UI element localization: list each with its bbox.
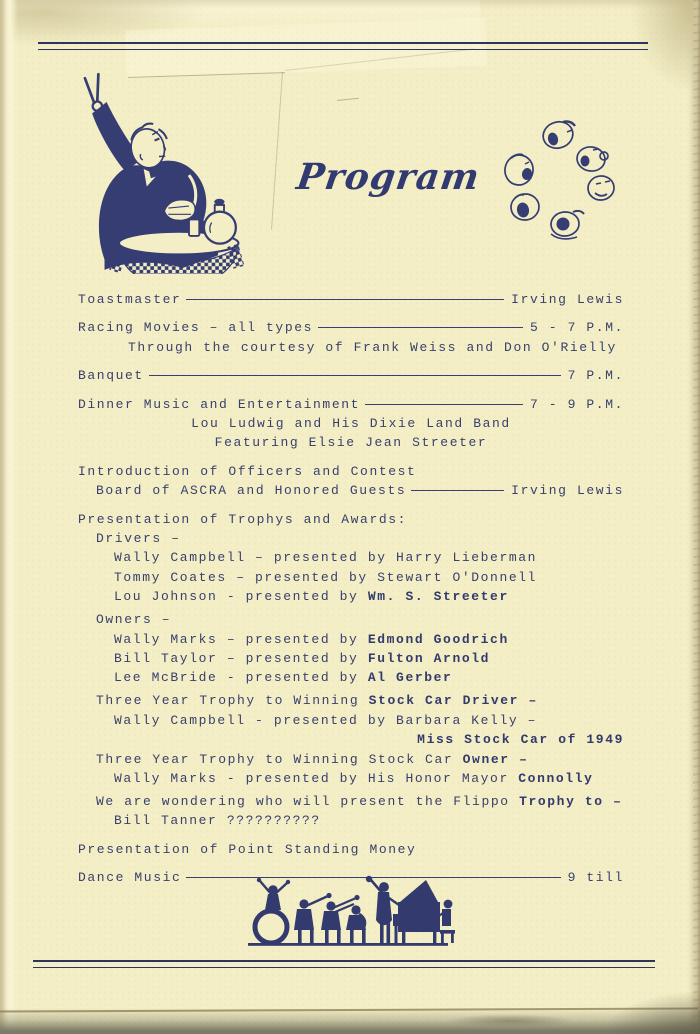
program-text: Bill Taylor – presented by (114, 651, 368, 666)
line-value: 7 - 9 P.M. (529, 396, 624, 412)
leader-line (365, 404, 523, 405)
program-line (78, 730, 624, 749)
program-text: Wally Marks - presented by His Honor Mayor (114, 770, 519, 786)
program-line (78, 338, 624, 357)
program-text: Bill Tanner ?????????? (114, 813, 321, 829)
decanter-stopper (214, 199, 224, 205)
program-line (78, 529, 624, 548)
paper-corner-shadow (605, 992, 700, 1034)
program-text: Owner – (462, 751, 529, 767)
line-value: Irving Lewis (511, 292, 624, 307)
toastmaster-illustration (66, 68, 244, 274)
line-label (78, 290, 181, 309)
program-text: Wally Campbell – presented by Harry Lieberman (114, 550, 538, 566)
program-list (78, 281, 624, 887)
program-line (78, 510, 624, 529)
program-text: Fulton Arnold (367, 651, 491, 666)
program-text: Dinner Music and Entertainment (78, 396, 361, 412)
program-line (78, 290, 624, 309)
program-text: Presentation of Point Standing Money (78, 841, 417, 857)
bottom-double-rule (33, 960, 655, 968)
program-text: Edmond Goodrich (367, 631, 509, 647)
leader-line (149, 375, 561, 376)
program-line (78, 587, 624, 606)
program-text: Presentation of Trophys and Awards: (78, 511, 408, 527)
paper-crease (337, 98, 359, 101)
program-text: Dance Music (78, 870, 182, 886)
line-value: 5 - 7 P.M. (529, 320, 624, 336)
line-value: 9 till (567, 870, 624, 886)
program-text: Introduction of Officers and Contest (78, 463, 417, 479)
line-label (96, 481, 406, 500)
program-line (78, 548, 624, 567)
line-value: 7 P.M. (567, 368, 624, 384)
leader-line (318, 327, 523, 328)
program-text: Owners – (96, 612, 172, 628)
program-line (78, 610, 624, 629)
program-text: Al Gerber (367, 670, 453, 686)
program-text: Wally Campbell - presented by Barbara Kelly – (114, 712, 538, 728)
program-text: Racing Movies – all types (78, 320, 314, 336)
program-line (78, 668, 624, 687)
program-text: Stock Car Driver – (368, 693, 538, 709)
finger (97, 74, 98, 101)
program-text: Banquet (78, 368, 144, 384)
program-line (78, 433, 624, 452)
paper-crease (271, 72, 283, 230)
program-text: Trophy to – (519, 793, 623, 809)
paper-left-edge (0, 0, 18, 1034)
band-illustration (242, 874, 458, 956)
program-line (78, 414, 624, 433)
program-text: Lou Johnson - presented by (114, 589, 368, 605)
program-text: Board of ASCRA and Honored Guests (96, 483, 407, 499)
program-line (78, 568, 624, 587)
program-line (78, 366, 624, 385)
program-line (78, 711, 624, 730)
finger (85, 78, 94, 103)
program-text: Three Year Trophy to Winning (96, 693, 369, 709)
program-line (78, 750, 624, 769)
program-text: Three Year Trophy to Winning Stock Car (96, 751, 463, 767)
program-text: Lou Ludwig and His Dixie Land Band (191, 416, 511, 432)
line-value: Irving Lewis (511, 483, 624, 499)
paper-bottom-shadow (0, 1008, 700, 1034)
program-text: Miss Stock Car of 1949 (417, 732, 624, 748)
program-text: We are wondering who will present the Flippo (96, 793, 520, 809)
program-text: Tommy Coates – presented by Stewart O'Donnell (114, 569, 538, 585)
line-label (78, 868, 181, 887)
line-label (78, 366, 144, 385)
singing-faces-illustration (501, 112, 649, 246)
program-text: Lee McBride - presented by (114, 670, 368, 686)
paper-right-edge-texture (693, 0, 700, 1034)
program-line (78, 769, 624, 788)
line-label (78, 395, 360, 414)
program-line (78, 462, 624, 481)
leader-line (411, 490, 504, 491)
top-double-rule (38, 42, 648, 50)
line-label (78, 318, 313, 337)
program-line (78, 630, 624, 649)
program-line (78, 840, 624, 859)
page-title: Program (294, 156, 483, 198)
program-line (78, 318, 624, 337)
program-line (78, 649, 624, 668)
decanter (204, 212, 236, 244)
program-text: Connolly (518, 770, 594, 786)
drinking-glass (189, 219, 199, 235)
program-text: Drivers – (96, 531, 181, 547)
program-text: Wally Marks – presented by (114, 631, 368, 647)
program-text: Toastmaster (78, 292, 182, 307)
program-text: Through the courtesy of Frank Weiss and Don O'Rielly (128, 339, 617, 355)
program-text: Featuring Elsie Jean Streeter (214, 435, 488, 451)
program-text: Wm. S. Streeter (367, 589, 509, 605)
leader-line (186, 299, 504, 300)
program-line (78, 792, 624, 811)
program-line (78, 691, 624, 710)
program-line (78, 395, 624, 414)
program-line (78, 811, 624, 830)
program-line (78, 481, 624, 500)
